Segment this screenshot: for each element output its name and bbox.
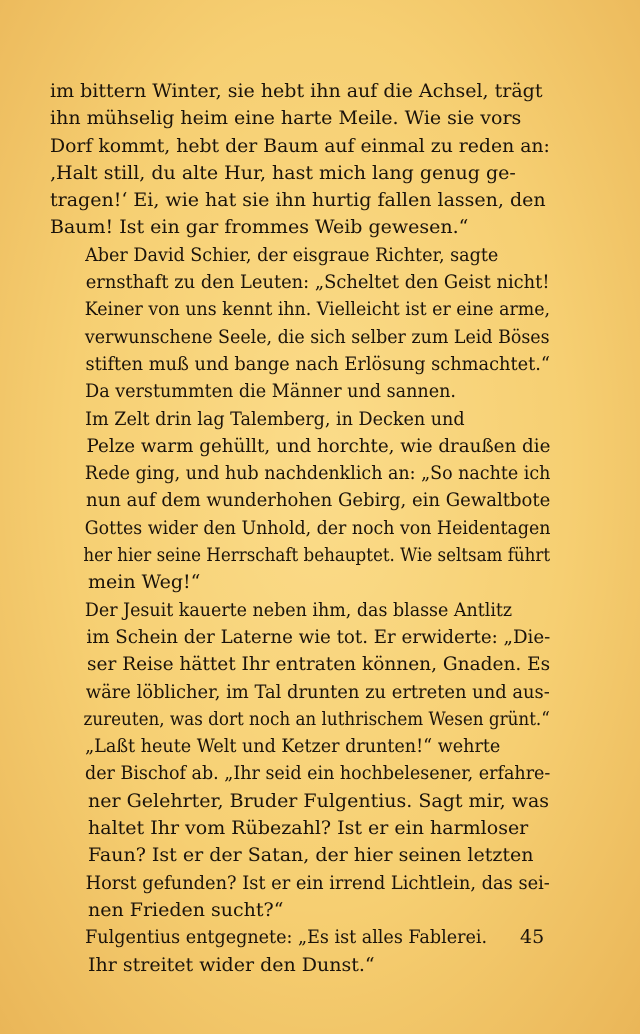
paragraph — [50, 378, 550, 405]
text-line: Pelze warm gehüllt, und horchte, wie draußen die — [86, 434, 551, 457]
text-line: Der Jesuit kauerte neben ihm, das blasse Antlitz — [84, 598, 513, 621]
text-line: Faun? Ist er der Satan, der hier seinen letzten — [88, 844, 534, 867]
text-line: her hier seine Herrschaft behauptet. Wie seltsam führt — [83, 544, 551, 567]
text-line: zureuten, was dort noch an luthrischem Wesen grünt.“ — [83, 707, 550, 730]
text-line: Da verstummten die Männer und sannen. — [85, 380, 456, 403]
text-line: ihn mühselig heim eine harte Meile. Wie sie vors — [50, 107, 522, 130]
text-line: mein Weg!“ — [88, 571, 201, 594]
paragraph — [50, 597, 550, 733]
paragraph — [50, 406, 550, 597]
text-line: stiften muß und bange nach Erlösung schmachtet.“ — [85, 352, 550, 375]
text-line: ‚Halt still, du alte Hur, hast mich lang genug ge- — [50, 161, 516, 184]
text-line: ernsthaft zu den Leuten: „Scheltet den Geist nicht! — [85, 271, 550, 294]
text-line: Keiner von uns kennt ihn. Vielleicht ist er eine arme, — [84, 298, 551, 321]
text-line: Im Zelt drin lag Talemberg, in Decken und — [85, 407, 465, 430]
text-line: ner Gelehrter, Bruder Fulgentius. Sagt mir, was — [88, 789, 550, 812]
text-line: Ihr streitet wider den Dunst.“ — [88, 953, 375, 976]
text-line: im Schein der Laterne wie tot. Er erwiderte: „Die- — [86, 625, 551, 648]
paragraph — [50, 924, 550, 979]
text-line: Dorf kommt, hebt der Baum auf einmal zu reden an: — [50, 134, 550, 157]
text-line: Fulgentius entgegnete: „Es ist alles Fablerei. — [85, 926, 488, 949]
text-line: tragen!‘ Ei, wie hat sie ihn hurtig fallen lassen, den — [50, 189, 546, 212]
text-line: Rede ging, und hub nachdenklich an: „So nachte ich — [84, 462, 551, 485]
text-line: wäre löblicher, im Tal drunten zu ertreten und aus- — [85, 680, 550, 703]
text-line: verwunschene Seele, die sich selber zum Leid Böses — [84, 325, 550, 348]
text-line: nun auf dem wunderhohen Gebirg, ein Gewaltbote — [86, 489, 551, 512]
text-line: Baum! Ist ein gar frommes Weib gewesen.“ — [50, 216, 469, 239]
text-line: Aber David Schier, der eisgraue Richter, sagte — [85, 243, 499, 266]
text-line: haltet Ihr vom Rübezahl? Ist er ein harmloser — [88, 817, 529, 840]
paragraph — [50, 733, 550, 924]
text-line: der Bischof ab. „Ihr seid ein hochbelesener, erfahre- — [84, 762, 551, 785]
text-line: „Laßt heute Welt und Ketzer drunten!“ wehrte — [85, 735, 501, 758]
text-line: im bittern Winter, sie hebt ihn auf die Achsel, trägt — [50, 80, 543, 102]
text-line: nen Frieden sucht?“ — [88, 898, 284, 921]
text-line: Horst gefunden? Ist er ein irrend Lichtlein, das sei- — [85, 871, 550, 894]
text-line: Gottes wider den Unhold, der noch von Heidentagen — [84, 516, 551, 539]
paragraph — [50, 242, 550, 378]
page-body-text — [50, 78, 550, 979]
text-line: ser Reise hättet Ihr entraten können, Gnaden. Es — [87, 653, 551, 676]
page-number: 45 — [520, 926, 545, 948]
paragraph — [50, 78, 550, 242]
